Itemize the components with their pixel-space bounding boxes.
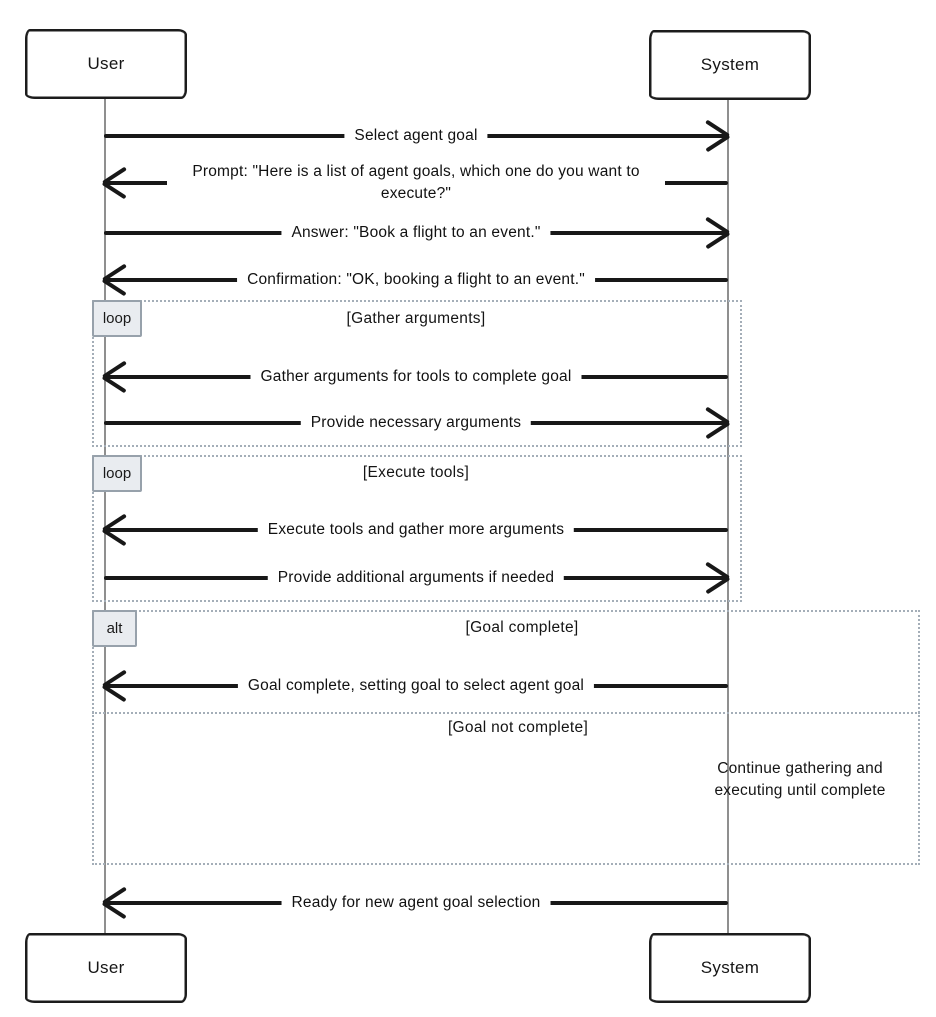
actor-label: System — [700, 55, 760, 74]
message-label: Provide additional arguments if needed — [268, 566, 564, 590]
message-label: Select agent goal — [344, 124, 487, 148]
frame-tab-label: loop — [102, 465, 132, 482]
actor-box-system-bottom — [649, 933, 811, 1003]
frame-tab-alt — [92, 610, 137, 647]
actor-box-system-top — [649, 30, 811, 100]
frame-title-alt-else: [Goal not complete] — [447, 719, 589, 736]
actor-label: User — [87, 958, 125, 977]
message-label: Provide necessary arguments — [301, 411, 531, 435]
message-label: Ready for new agent goal selection — [282, 891, 551, 915]
message-label: Confirmation: "OK, booking a flight to an event." — [237, 268, 595, 292]
frame-tab-label: alt — [106, 620, 123, 637]
frame-title-alt-if: [Goal complete] — [465, 619, 579, 636]
message-label: Gather arguments for tools to complete goal — [250, 365, 581, 389]
actor-box-user-bottom — [25, 933, 187, 1003]
actor-label: User — [87, 54, 125, 73]
frame-alt-goal-complete — [92, 610, 920, 865]
actor-box-user-top — [25, 29, 187, 99]
message-label: Execute tools and gather more arguments — [258, 518, 574, 542]
alt-divider — [92, 712, 920, 714]
frame-title-loop-1: [Gather arguments] — [346, 310, 486, 327]
actor-label: System — [700, 958, 760, 977]
frame-tab-label: loop — [102, 310, 132, 327]
frame-tab-loop-2 — [92, 455, 142, 492]
message-label: Prompt: "Here is a list of agent goals, which one do you want to execute?" — [167, 160, 665, 206]
message-label: Goal complete, setting goal to select agent goal — [238, 674, 594, 698]
message-label: Answer: "Book a flight to an event." — [281, 221, 550, 245]
frame-title-loop-2: [Execute tools] — [362, 464, 470, 481]
note-continue-gathering: Continue gathering and executing until complete — [714, 760, 886, 799]
frame-tab-loop-1 — [92, 300, 142, 337]
